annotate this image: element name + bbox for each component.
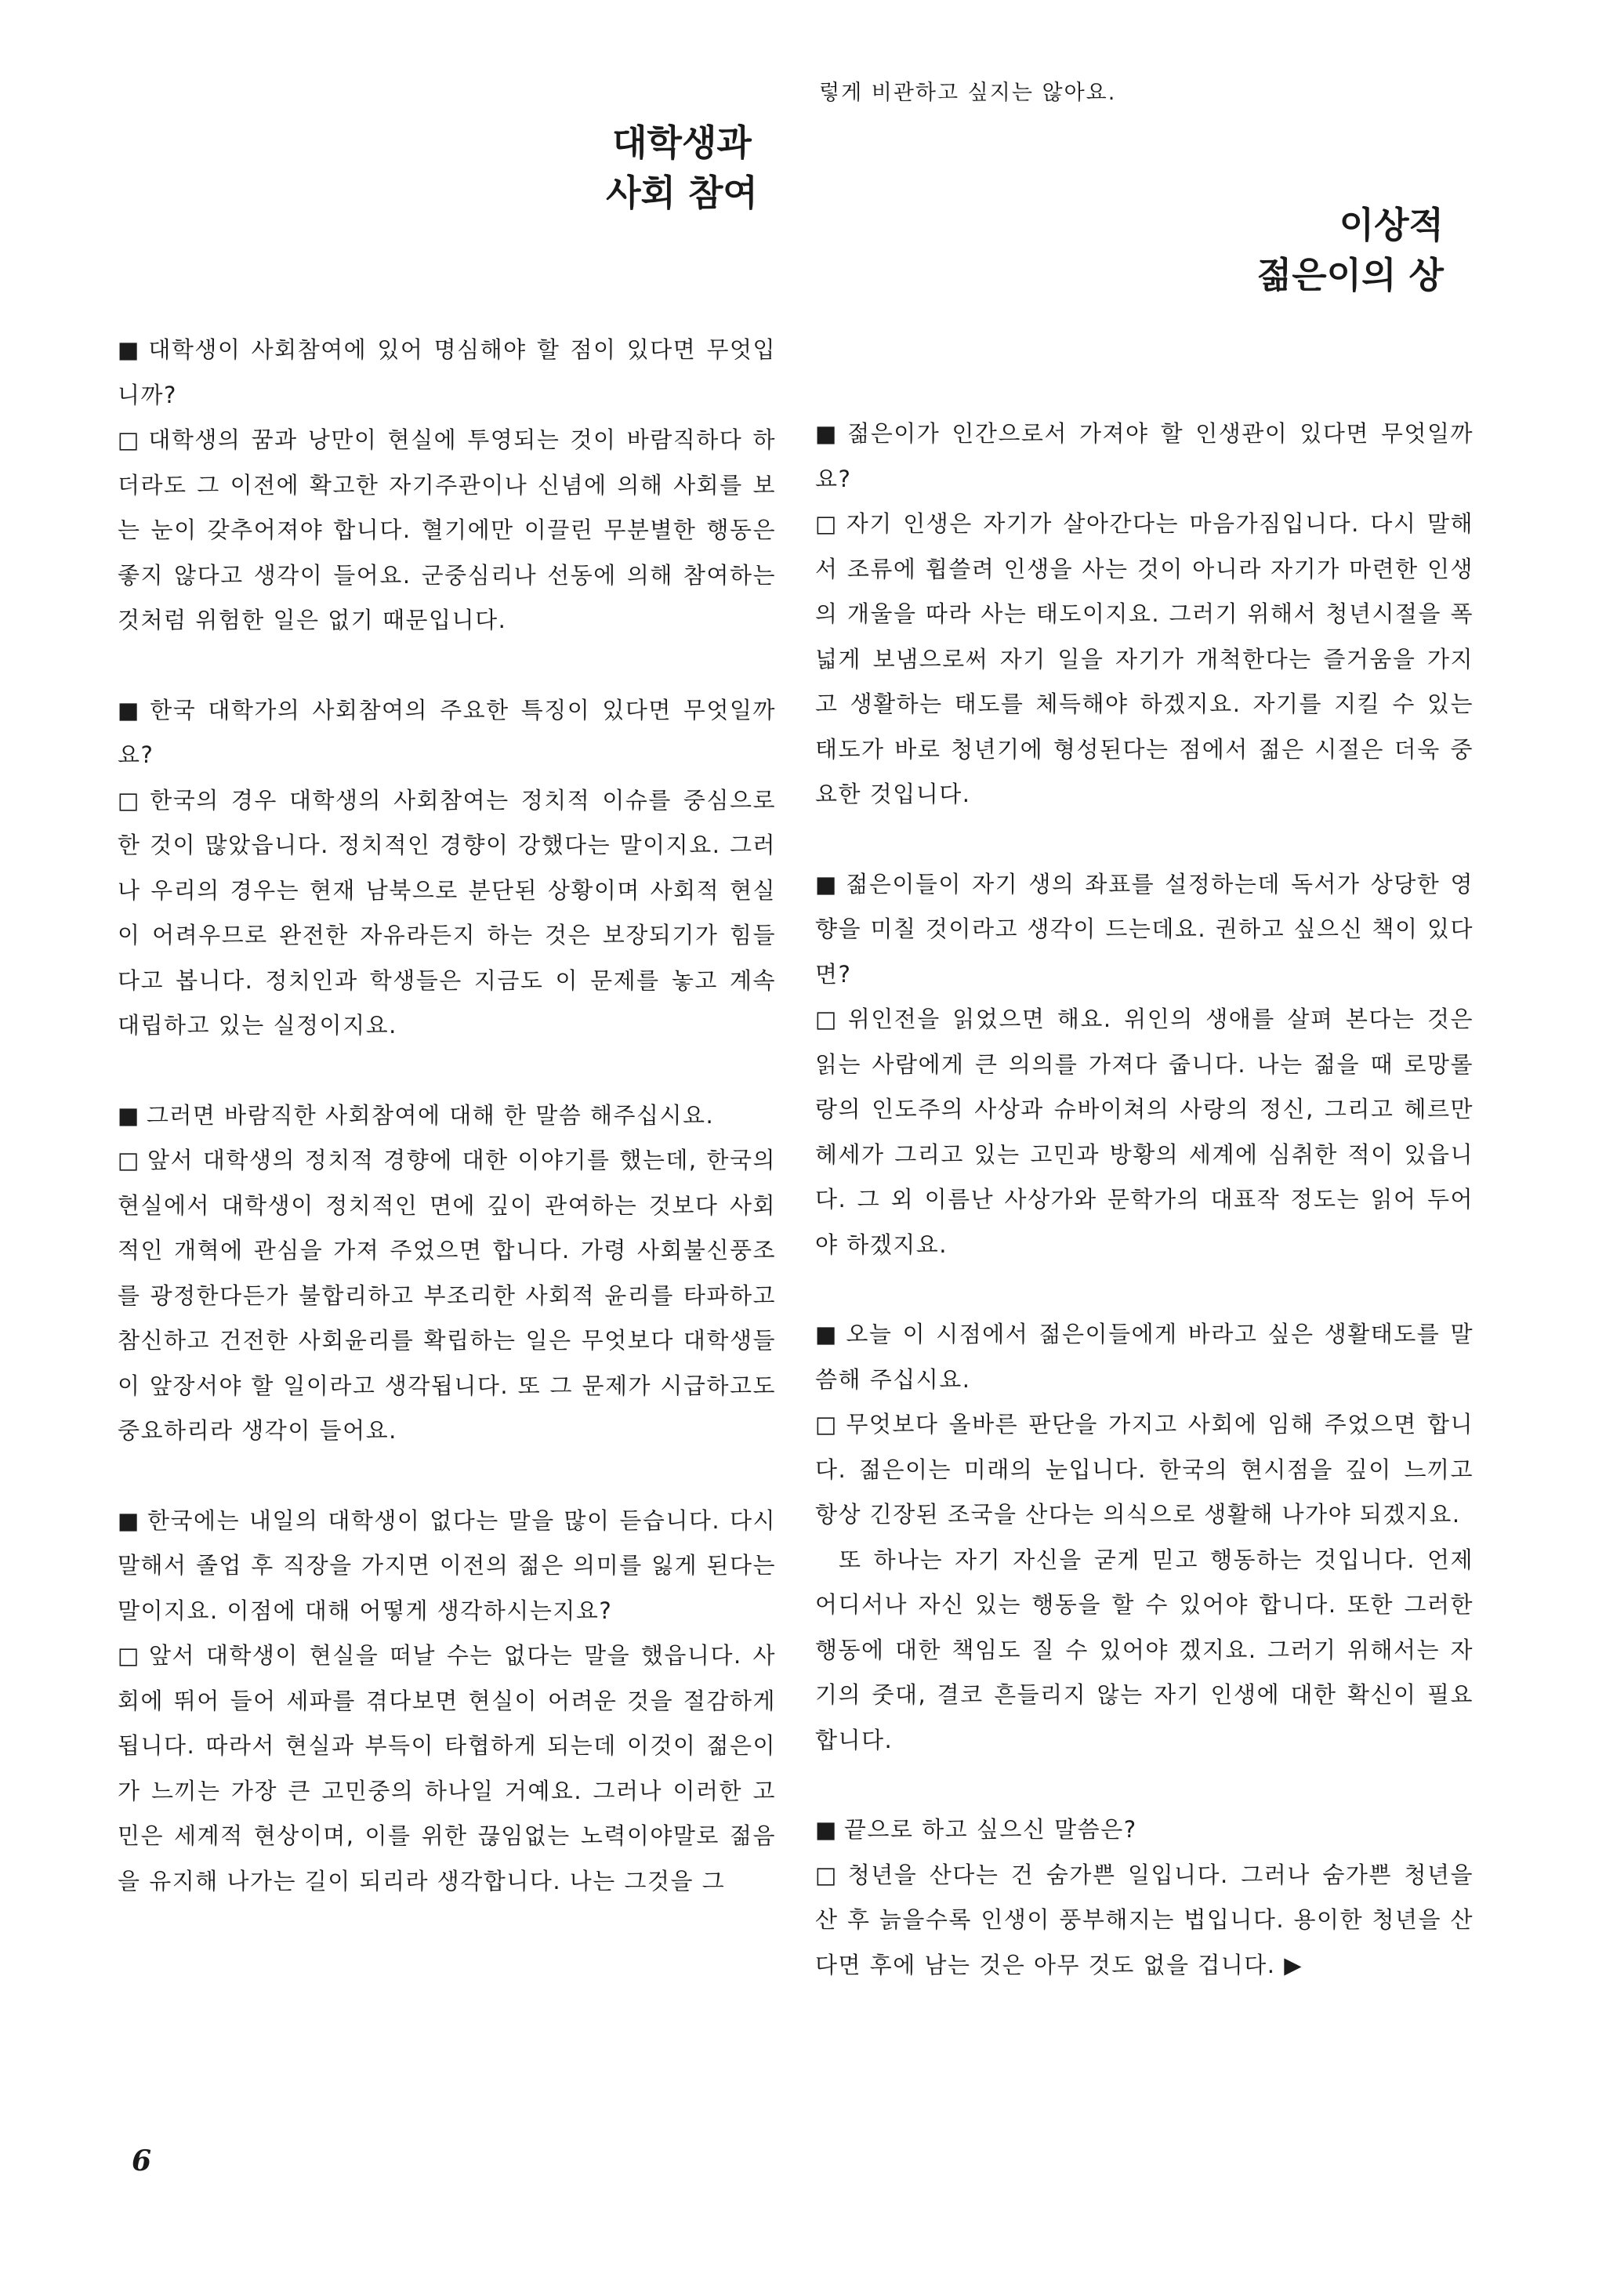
top-continuation-text: 렇게 비관하고 싶지는 않아요. xyxy=(819,81,1117,105)
question-marker: ■ xyxy=(815,1816,838,1843)
left-article-title xyxy=(470,118,894,218)
left-title-line-2: 사회 참여 xyxy=(606,172,758,214)
paragraph-gap xyxy=(118,1049,776,1093)
page-number: 6 xyxy=(132,2145,152,2177)
question-paragraph xyxy=(118,328,776,418)
question-paragraph xyxy=(118,688,776,778)
paragraph-gap xyxy=(815,818,1474,862)
left-title-line-1: 대학생과 xyxy=(612,121,752,164)
answer-text: 대학생의 꿈과 낭만이 현실에 투영되는 것이 바람직하다 하더라도 그 이전에 확고한 자기주관이나 신념에 의해 사회를 보는 눈이 갖추어져야 합니다. 혈기에만 이끌린 무분별한 행동은 좋지 않다고 생각이 들어요. 군중심리나 선동에 의해 참여하는 것처럼 위험한 일은 없기 때문입니다. xyxy=(118,426,776,633)
right-article-title xyxy=(973,200,1444,300)
question-paragraph xyxy=(118,1499,776,1634)
right-title-line-1: 이상적 xyxy=(1339,204,1444,246)
question-text: 대학생이 사회참여에 있어 명심해야 할 점이 있다면 무엇입니까? xyxy=(118,336,776,408)
question-marker: ■ xyxy=(815,870,840,897)
question-text: 젊은이들이 자기 생의 좌표를 설정하는데 독서가 상당한 영향을 미칠 것이라고 생각이 드는데요. 권하고 싶으신 책이 있다면? xyxy=(815,870,1474,988)
right-column xyxy=(815,412,1474,1988)
answer-text: 위인전을 읽었으면 해요. 위인의 생애를 살펴 본다는 것은 읽는 사람에게 큰 의의를 가져다 줍니다. 나는 젊을 때 로망롤랑의 인도주의 사상과 슈바이쳐의 사랑의 정신, 그리고 헤르만 헤세가 그리고 있는 고민과 방황의 세계에 심취한 적이 있읍니다. 그 외 이름난 사상가와 문학가의 대표작 정도는 읽어 두어야 하겠지요. xyxy=(815,1006,1474,1258)
question-paragraph xyxy=(815,1312,1474,1402)
answer-text: 청년을 산다는 건 숨가쁜 일입니다. 그러나 숨가쁜 청년을 산 후 늙을수록 인생이 풍부해지는 법입니다. 용이한 청년을 산다면 후에 남는 것은 아무 것도 없을 겁니다. ▶ xyxy=(815,1861,1474,1978)
answer-marker: □ xyxy=(118,1147,142,1173)
question-paragraph xyxy=(815,862,1474,998)
answer-text: 앞서 대학생의 정치적 경향에 대한 이야기를 했는데, 한국의 현실에서 대학생이 정치적인 면에 깊이 관여하는 것보다 사회적인 개혁에 관심을 가져 주었으면 합니다. 가령 사회불신풍조를 광정한다든가 불합리하고 부조리한 사회적 윤리를 타파하고 참신하고 건전한 사회윤리를 확립하는 일은 무엇보다 대학생들이 앞장서야 할 일이라고 생각됩니다. 또 그 문제가 시급하고도 중요하리라 생각이 들어요. xyxy=(118,1147,776,1444)
answer-marker: □ xyxy=(118,426,143,453)
question-text: 끝으로 하고 싶으신 말씀은? xyxy=(843,1816,1137,1843)
answer-paragraph xyxy=(815,502,1474,818)
answer-marker: □ xyxy=(815,1006,842,1032)
answer-paragraph xyxy=(815,997,1474,1267)
answer-paragraph xyxy=(815,1853,1474,1989)
question-text: 오늘 이 시점에서 젊은이들에게 바라고 싶은 생활태도를 말씀해 주십시요. xyxy=(815,1321,1474,1393)
answer-paragraph xyxy=(118,1633,776,1904)
question-paragraph xyxy=(118,1093,776,1139)
question-marker: ■ xyxy=(815,420,842,447)
answer-text: 무엇보다 올바른 판단을 가지고 사회에 임해 주었으면 합니다. 젊은이는 미래의 눈입니다. 한국의 현시점을 깊이 느끼고 항상 긴장된 조국을 산다는 의식으로 생활해 나가야 되겠지요. xyxy=(815,1411,1474,1528)
answer-marker: □ xyxy=(815,510,840,537)
question-marker: ■ xyxy=(118,1101,140,1129)
paragraph-gap xyxy=(118,1454,776,1499)
question-marker: ■ xyxy=(815,1321,840,1347)
right-title-line-2: 젊은이의 상 xyxy=(1256,254,1444,296)
question-marker: ■ xyxy=(118,1506,142,1534)
question-text: 한국에는 내일의 대학생이 없다는 말을 많이 듣습니다. 다시 말해서 졸업 후 직장을 가지면 이전의 젊은 의미를 잃게 된다는 말이지요. 이점에 대해 어떻게 생각하시는지요? xyxy=(118,1506,776,1624)
answer-text: 한국의 경우 대학생의 사회참여는 정치적 이슈를 중심으로 한 것이 많았읍니다. 정치적인 경향이 강했다는 말이지요. 그러나 우리의 경우는 현재 남북으로 분단된 상황이며 사회적 현실이 어려우므로 완전한 자유라든지 하는 것은 보장되기가 힘들다고 봅니다. 정치인과 학생들은 지금도 이 문제를 놓고 계속 대립하고 있는 실정이지요. xyxy=(118,786,776,1039)
question-text: 한국 대학가의 사회참여의 주요한 특징이 있다면 무엇일까요? xyxy=(118,696,776,768)
answer-paragraph xyxy=(118,778,776,1049)
answer-marker: □ xyxy=(118,1642,143,1669)
answer-text: 자기 인생은 자기가 살아간다는 마음가짐입니다. 다시 말해서 조류에 휩쓸려 인생을 사는 것이 아니라 자기가 마련한 인생의 개울을 따라 사는 태도이지요. 그러기 위해서 청년시절을 폭 넓게 보냄으로써 자기 일을 자기가 개척한다는 즐거움을 가지고 생활하는 태도를 체득해야 하겠지요. 자기를 지킬 수 있는 태도가 바로 청년기에 형성된다는 점에서 젊은 시절은 더욱 중요한 것입니다. xyxy=(815,510,1474,807)
question-text: 젊은이가 인간으로서 가져야 할 인생관이 있다면 무엇일까요? xyxy=(815,420,1474,492)
question-marker: ■ xyxy=(118,336,143,363)
answer-continuation-paragraph: 또 하나는 자기 자신을 굳게 믿고 행동하는 것입니다. 언제 어디서나 자신 있는 행동을 할 수 있어야 합니다. 또한 그러한 행동에 대한 책임도 질 수 있어야 겠지요. 그러기 위해서는 자기의 줏대, 결코 흔들리지 않는 자기 인생에 대한 확신이 필요합니다. xyxy=(815,1546,1474,1753)
answer-marker: □ xyxy=(815,1411,840,1438)
paragraph-gap xyxy=(815,1763,1474,1807)
question-marker: ■ xyxy=(118,696,144,723)
answer-marker: □ xyxy=(815,1861,842,1888)
question-text: 그러면 바람직한 사회참여에 대해 한 말씀 해주십시요. xyxy=(146,1101,715,1129)
answer-paragraph xyxy=(815,1402,1474,1538)
answer-paragraph xyxy=(118,418,776,644)
left-column xyxy=(118,328,776,1904)
answer-marker: □ xyxy=(118,786,144,814)
question-paragraph xyxy=(815,412,1474,502)
answer-paragraph xyxy=(118,1138,776,1454)
answer-text: 앞서 대학생이 현실을 떠날 수는 없다는 말을 했읍니다. 사회에 뛰어 들어 세파를 겪다보면 현실이 어려운 것을 절감하게 됩니다. 따라서 현실과 부득이 타협하게 되는데 이것이 젊은이가 느끼는 가장 큰 고민중의 하나일 거예요. 그러나 이러한 고민은 세계적 현상이며, 이를 위한 끊임없는 노력이야말로 젊음을 유지해 나가는 길이 되리라 생각합니다. 나는 그것을 그 xyxy=(118,1642,776,1894)
question-paragraph xyxy=(815,1807,1474,1853)
paragraph-gap xyxy=(118,644,776,688)
paragraph-gap xyxy=(815,1267,1474,1312)
